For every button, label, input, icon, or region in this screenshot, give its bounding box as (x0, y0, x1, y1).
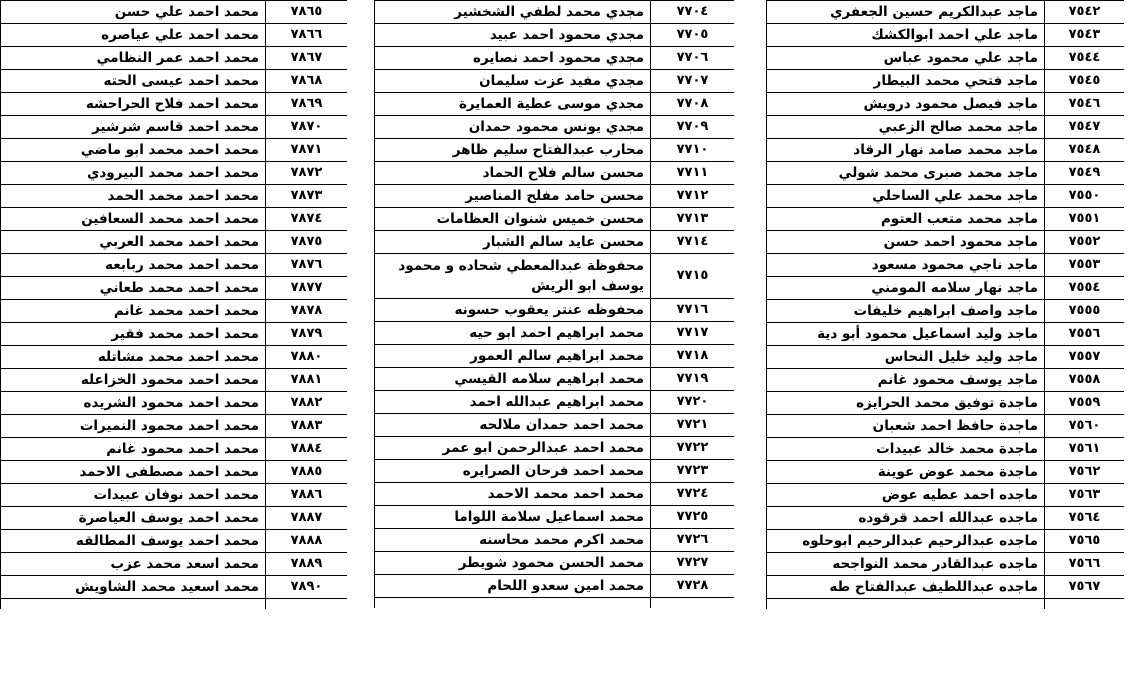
table-row (1, 323, 348, 346)
table-row (1, 93, 348, 116)
person-name: محمد احمد علي عياصره (1, 24, 266, 47)
person-name: مجدي مفيد عزت سليمان (375, 70, 651, 93)
table-row (767, 553, 1125, 576)
record-number: ٧٨٨٢ (266, 392, 348, 415)
person-name: محمد احمد محمد فقير (1, 323, 266, 346)
record-number: ٧٥٥٣ (1045, 254, 1125, 277)
table-row (1, 277, 348, 300)
table-row (1, 70, 348, 93)
record-number: ٧٧٠٤ (651, 1, 735, 24)
record-number: ٧٥٤٢ (1045, 1, 1125, 24)
table-row (767, 484, 1125, 507)
table-row (375, 506, 735, 529)
table-row (375, 1, 735, 24)
table-row (375, 139, 735, 162)
person-name: محمد احمد محمد ابو ماضي (1, 139, 266, 162)
table-row (375, 460, 735, 483)
table-row (767, 231, 1125, 254)
person-name: محمد اسعد محمد عزب (1, 553, 266, 576)
table-row (375, 391, 735, 414)
record-number: ٧٨٦٩ (266, 93, 348, 116)
person-name: ماجد نهار سلامه المومني (767, 277, 1045, 300)
record-number: ٧٥٦٥ (1045, 530, 1125, 553)
table-row (767, 461, 1125, 484)
person-name: ماجده عبداللطيف عبدالفتاح طه (767, 576, 1045, 599)
record-number: ٧٧١٣ (651, 208, 735, 231)
table-row-cutoff (1, 599, 348, 610)
person-name: محمد ابراهيم عبدالله احمد (375, 391, 651, 414)
record-number: ٧٨٨٦ (266, 484, 348, 507)
record-number: ٧٨٧٥ (266, 231, 348, 254)
record-number: ٧٨٨٧ (266, 507, 348, 530)
person-name: محسن حامد مفلح المناصير (375, 185, 651, 208)
column-left (0, 0, 347, 683)
table-row (767, 47, 1125, 70)
person-name: محمد ابراهيم سالم العمور (375, 345, 651, 368)
record-number: ٧٨٧٠ (266, 116, 348, 139)
record-number: ٧٨٨٩ (266, 553, 348, 576)
table-row (1, 507, 348, 530)
table-row (375, 529, 735, 552)
table-row (767, 415, 1125, 438)
table-row (375, 322, 735, 345)
record-number: ٧٧٢٠ (651, 391, 735, 414)
record-number: ٧٨٦٥ (266, 1, 348, 24)
record-number: ٧٧٢١ (651, 414, 735, 437)
table-row (375, 116, 735, 139)
record-number: ٧٧١٧ (651, 322, 735, 345)
record-number: ٧٨٧١ (266, 139, 348, 162)
table-row (767, 208, 1125, 231)
table-row (1, 461, 348, 484)
record-number: ٧٥٦١ (1045, 438, 1125, 461)
table-row (767, 70, 1125, 93)
person-name: ماجد محمد متعب العتوم (767, 208, 1045, 231)
table-row (1, 116, 348, 139)
person-name: محمد احمد محمود الخزاعله (1, 369, 266, 392)
record-number: ٧٥٥٤ (1045, 277, 1125, 300)
person-name: محمد ابراهيم سلامه القيسي (375, 368, 651, 391)
table-row (1, 415, 348, 438)
column-right (766, 0, 1124, 683)
table-row (1, 162, 348, 185)
table-row (1, 576, 348, 599)
table-row (767, 254, 1125, 277)
name-table (374, 0, 734, 608)
record-number: ٧٧٠٩ (651, 116, 735, 139)
record-number: ٧٧٠٨ (651, 93, 735, 116)
person-name: ماجد علي احمد ابوالكشك (767, 24, 1045, 47)
record-number: ٧٧٢٦ (651, 529, 735, 552)
table-row (375, 254, 735, 299)
person-name: محمد احمد محمود الشريده (1, 392, 266, 415)
table-row-cutoff (767, 599, 1125, 610)
person-name: محمد احمد فرحان الصرايره (375, 460, 651, 483)
table-row (375, 552, 735, 575)
person-name: محفوظة عبدالمعطي شحاده و محمود يوسف ابو الريش (375, 254, 651, 299)
table-row (1, 346, 348, 369)
person-name: ماجد واصف ابراهيم خليفات (767, 300, 1045, 323)
table-row (1, 438, 348, 461)
record-number: ٧٥٤٩ (1045, 162, 1125, 185)
person-name: ماجد محمود احمد حسن (767, 231, 1045, 254)
table-row (1, 185, 348, 208)
person-name: محمد احمد فلاح الحراحشه (1, 93, 266, 116)
record-number: ٧٨٦٦ (266, 24, 348, 47)
person-name: محمد احمد عمر النظامي (1, 47, 266, 70)
record-number: ٧٧١٢ (651, 185, 735, 208)
record-number: ٧٨٧٧ (266, 277, 348, 300)
table-row (1, 484, 348, 507)
person-name: محمد احمد يوسف المطالقه (1, 530, 266, 553)
person-name: محمد احمد يوسف العياصرة (1, 507, 266, 530)
person-name: محارب عبدالفتاح سليم ظاهر (375, 139, 651, 162)
record-number: ٧٧١٩ (651, 368, 735, 391)
record-number: ٧٥٦٤ (1045, 507, 1125, 530)
person-name: محمد احمد محمد الاحمد (375, 483, 651, 506)
record-number: ٧٨٨٣ (266, 415, 348, 438)
column-middle (374, 0, 734, 683)
table-row (375, 414, 735, 437)
record-number: ٧٧٠٦ (651, 47, 735, 70)
person-name: محمد احمد محمد غانم (1, 300, 266, 323)
person-name: ماجد محمد علي الساحلي (767, 185, 1045, 208)
record-number: ٧٧٢٨ (651, 575, 735, 598)
record-number: ٧٨٦٧ (266, 47, 348, 70)
person-name: مجدي موسى عطية العمايرة (375, 93, 651, 116)
record-number: ٧٨٨١ (266, 369, 348, 392)
record-number: ٧٥٥٩ (1045, 392, 1125, 415)
table-row (375, 70, 735, 93)
table-row (1, 24, 348, 47)
person-name: محمد احمد قاسم شرشير (1, 116, 266, 139)
record-number: ٧٧١٤ (651, 231, 735, 254)
record-number: ٧٧٢٧ (651, 552, 735, 575)
record-number: ٧٧٠٧ (651, 70, 735, 93)
table-row (767, 576, 1125, 599)
person-name: محمد احمد مصطفى الاحمد (1, 461, 266, 484)
table-row (767, 438, 1125, 461)
record-number: ٧٧١١ (651, 162, 735, 185)
record-number: ٧٥٦٦ (1045, 553, 1125, 576)
table-row (375, 93, 735, 116)
table-row (375, 437, 735, 460)
record-number: ٧٧٢٢ (651, 437, 735, 460)
table-row (1, 553, 348, 576)
table-row (375, 24, 735, 47)
person-name: محمد الحسن محمود شويطر (375, 552, 651, 575)
table-row (767, 277, 1125, 300)
person-name: محمد احمد محمد البيرودي (1, 162, 266, 185)
table-row (767, 507, 1125, 530)
person-name: مجدي يونس محمود حمدان (375, 116, 651, 139)
person-name: محمد احمد محمد الحمد (1, 185, 266, 208)
record-number: ٧٥٥٠ (1045, 185, 1125, 208)
table-row (767, 300, 1125, 323)
person-name: محمد احمد محمد العربي (1, 231, 266, 254)
table-row (375, 368, 735, 391)
person-name: محمد احمد محمد مشاتله (1, 346, 266, 369)
person-name: محمد اكرم محمد محاسنه (375, 529, 651, 552)
table-row (375, 575, 735, 598)
person-name: ماجد ناجي محمود مسعود (767, 254, 1045, 277)
person-name: محمد احمد محمد طعاني (1, 277, 266, 300)
person-name: محسن عايد سالم الشبار (375, 231, 651, 254)
table-row (375, 162, 735, 185)
table-row (767, 530, 1125, 553)
record-number: ٧٥٤٥ (1045, 70, 1125, 93)
record-number: ٧٨٩٠ (266, 576, 348, 599)
table-row (767, 139, 1125, 162)
record-number: ٧٨٧٤ (266, 208, 348, 231)
person-name: محمد اسعيد محمد الشاويش (1, 576, 266, 599)
table-row (767, 392, 1125, 415)
record-number: ٧٧٢٥ (651, 506, 735, 529)
person-name: ماجد فتحي محمد البيطار (767, 70, 1045, 93)
record-number: ٧٧١٠ (651, 139, 735, 162)
person-name: ماجده احمد عطيه عوض (767, 484, 1045, 507)
person-name: ماجده عبدالرحيم عبدالرحيم ابوحلوه (767, 530, 1045, 553)
table-row (1, 47, 348, 70)
person-name: محمد احمد محمود غانم (1, 438, 266, 461)
person-name: ماجدة حافظ احمد شعبان (767, 415, 1045, 438)
record-number: ٧٥٤٤ (1045, 47, 1125, 70)
person-name: محمد احمد محمد السعافين (1, 208, 266, 231)
person-name: ماجدة محمد خالد عبيدات (767, 438, 1045, 461)
table-row (767, 24, 1125, 47)
name-table (0, 0, 347, 609)
record-number: ٧٧١٥ (651, 254, 735, 299)
record-number: ٧٨٨٨ (266, 530, 348, 553)
record-number: ٧٥٤٧ (1045, 116, 1125, 139)
record-number: ٧٥٥٧ (1045, 346, 1125, 369)
table-row (375, 47, 735, 70)
table-row (1, 392, 348, 415)
table-row (1, 369, 348, 392)
person-name: مجدي محمود احمد نصايره (375, 47, 651, 70)
table-row (767, 369, 1125, 392)
record-number: ٧٨٧٦ (266, 254, 348, 277)
table-row (375, 483, 735, 506)
record-number: ٧٥٦٣ (1045, 484, 1125, 507)
record-number: ٧٥٥٥ (1045, 300, 1125, 323)
table-row (1, 300, 348, 323)
table-row (375, 299, 735, 322)
table-row (767, 346, 1125, 369)
record-number: ٧٨٦٨ (266, 70, 348, 93)
person-name: محمد احمد حمدان ملالحه (375, 414, 651, 437)
record-number: ٧٧٠٥ (651, 24, 735, 47)
person-name: مجدي محمود احمد عبيد (375, 24, 651, 47)
record-number: ٧٨٧٣ (266, 185, 348, 208)
person-name: ماجد عبدالكريم حسين الجعفري (767, 1, 1045, 24)
person-name: محمد احمد نوفان عبيدات (1, 484, 266, 507)
person-name: ماجد فيصل محمود درويش (767, 93, 1045, 116)
record-number: ٧٨٨٠ (266, 346, 348, 369)
person-name: ماجدة محمد عوض عوينة (767, 461, 1045, 484)
record-number: ٧٥٤٨ (1045, 139, 1125, 162)
table-row (375, 345, 735, 368)
person-name: محمد امين سعدو اللحام (375, 575, 651, 598)
record-number: ٧٥٤٦ (1045, 93, 1125, 116)
person-name: ماجد وليد اسماعيل محمود أبو دية (767, 323, 1045, 346)
person-name: محمد احمد محمود النميرات (1, 415, 266, 438)
person-name: ماجد محمد صامد نهار الرقاد (767, 139, 1045, 162)
person-name: ماجده عبدالقادر محمد النواجحه (767, 553, 1045, 576)
table-row (767, 162, 1125, 185)
table-row (767, 323, 1125, 346)
record-number: ٧٧٢٤ (651, 483, 735, 506)
table-row (1, 208, 348, 231)
record-number: ٧٧١٦ (651, 299, 735, 322)
person-name: ماجد يوسف محمود غانم (767, 369, 1045, 392)
person-name: محمد احمد علي حسن (1, 1, 266, 24)
record-number: ٧٥٦٧ (1045, 576, 1125, 599)
table-row (1, 139, 348, 162)
record-number: ٧٧٢٣ (651, 460, 735, 483)
record-number: ٧٥٥١ (1045, 208, 1125, 231)
record-number: ٧٨٧٩ (266, 323, 348, 346)
table-row (1, 1, 348, 24)
person-name: محسن سالم فلاح الحماد (375, 162, 651, 185)
record-number: ٧٨٨٥ (266, 461, 348, 484)
person-name: ماجد علي محمود عباس (767, 47, 1045, 70)
person-name: محمد احمد عيسى الحته (1, 70, 266, 93)
record-number: ٧٥٥٦ (1045, 323, 1125, 346)
table-row (1, 254, 348, 277)
table-row (1, 530, 348, 553)
person-name: محمد ابراهيم احمد ابو حيه (375, 322, 651, 345)
person-name: محسن خميس شنوان العظامات (375, 208, 651, 231)
person-name: ماجدة توفيق محمد الحرايزه (767, 392, 1045, 415)
table-row-cutoff (375, 598, 735, 609)
person-name: ماجد وليد خليل النحاس (767, 346, 1045, 369)
person-name: ماجده عبدالله احمد قرقوده (767, 507, 1045, 530)
record-number: ٧٨٧٢ (266, 162, 348, 185)
table-row (1, 231, 348, 254)
record-number: ٧٥٦٠ (1045, 415, 1125, 438)
record-number: ٧٥٥٢ (1045, 231, 1125, 254)
table-row (375, 208, 735, 231)
table-row (375, 231, 735, 254)
person-name: محفوظه عنتر يعقوب حسونه (375, 299, 651, 322)
table-row (767, 116, 1125, 139)
record-number: ٧٥٥٨ (1045, 369, 1125, 392)
record-number: ٧٧١٨ (651, 345, 735, 368)
record-number: ٧٨٨٤ (266, 438, 348, 461)
record-number: ٧٥٤٣ (1045, 24, 1125, 47)
person-name: محمد احمد عبدالرحمن ابو عمر (375, 437, 651, 460)
table-row (375, 185, 735, 208)
name-table (766, 0, 1124, 609)
person-name: مجدي محمد لطفي الشخشير (375, 1, 651, 24)
person-name: محمد احمد محمد ربابعه (1, 254, 266, 277)
table-row (767, 185, 1125, 208)
table-row (767, 1, 1125, 24)
record-number: ٧٥٦٢ (1045, 461, 1125, 484)
person-name: محمد اسماعيل سلامة اللواما (375, 506, 651, 529)
table-row (767, 93, 1125, 116)
record-number: ٧٨٧٨ (266, 300, 348, 323)
person-name: ماجد محمد صالح الزعبي (767, 116, 1045, 139)
person-name: ماجد محمد صبرى محمد شولي (767, 162, 1045, 185)
